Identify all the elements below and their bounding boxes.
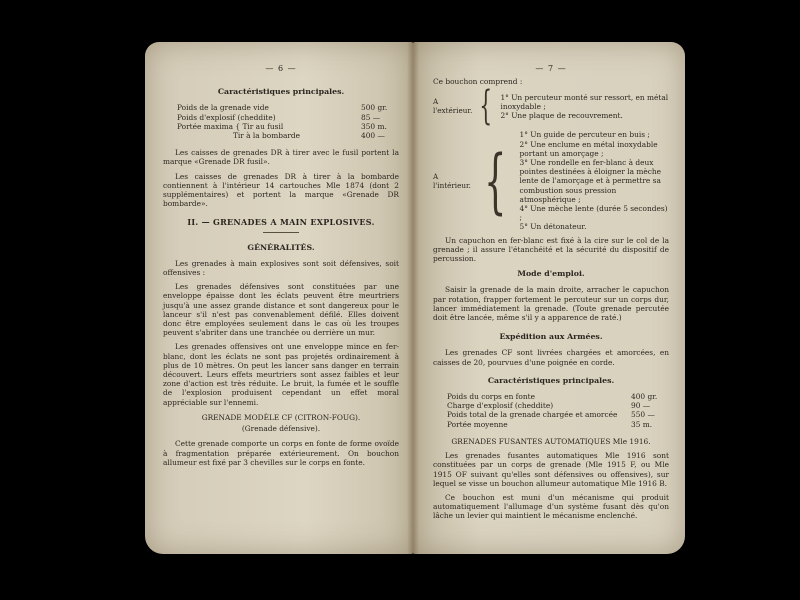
book-gutter bbox=[407, 42, 419, 554]
paragraph: Les grenades défensives sont constituées par une enveloppe épaisse dont les éclats peuvent être meurtriers jusqu'à une assez grande distance et sont dangereux pour le lanceur s'il n'est pas convenablement défilé. Elles doivent donc être employées seulement dans le cas où les troupes peuvent s'abriter dans une tranchée ou derrière un mur. bbox=[163, 282, 399, 338]
paragraph: Ce bouchon est muni d'un mécanisme qui produit automatiquement l'allumage d'un système fusant dès qu'on lâche un levier qui maintient le mécanisme enclenché. bbox=[433, 492, 669, 521]
subsection-title: GÉNÉRALITÉS. bbox=[247, 242, 315, 252]
paragraph: Les grenades fusantes automatiques Mle 1916 sont constituées par un corps de grenade (Mle 1915 F, ou Mle 1915 OF suivant qu'elles sont défensives ou offensives), sur lequel se visse un bouchon allumeur automatique Mle 1916 B. bbox=[433, 451, 669, 488]
booklet bbox=[145, 42, 685, 554]
group-label: A l'intérieur. bbox=[433, 171, 471, 191]
divider bbox=[263, 232, 299, 233]
paragraph: Les grenades CF sont livrées chargées et amorcées, en caisses de 20, pourvues d'une poignée en corde. bbox=[433, 348, 669, 367]
list-item: 1° Un guide de percuteur en buis ; bbox=[519, 130, 650, 140]
list-item: 4° Une mèche lente (durée 5 secondes) ; bbox=[519, 204, 668, 223]
subsection-title: Expédition aux Armées. bbox=[499, 332, 603, 342]
interieur-group bbox=[433, 130, 669, 231]
model-title: GRENADE MODÈLE CF (CITRON-FOUG). bbox=[201, 412, 361, 422]
spec-row: Poids du corps en fonte 400 gr. bbox=[447, 392, 658, 402]
section-title: GRENADES FUSANTES AUTOMATIQUES Mle 1916. bbox=[451, 436, 651, 446]
spec-row: Poids de la grenade vide 500 gr. bbox=[177, 103, 388, 113]
paragraph: Les grenades offensives ont une enveloppe mince en fer-blanc, dont les éclats ne sont pas projetés ordinairement à plus de 10 mètres. On peut les lancer sans danger en terrain découvert. Leurs effets meurtriers sont assez faibles et leur zone d'action est très réduite. Le bruit, la fumée et le souffle de l'explosion produisent cependant un effet moral appréciable sur l'ennemi. bbox=[163, 342, 399, 407]
paragraph: Saisir la grenade de la main droite, arracher le capuchon par rotation, frapper fortement le percuteur sur un corps dur, lancer immédiatement la grenade. (Toute grenade percutée doit être lancée, même s'il y a apparence de raté.) bbox=[433, 285, 669, 323]
group-label: A l'extérieur. bbox=[433, 97, 473, 116]
spec-row: Charge d'explosif (cheddite) 90 — bbox=[447, 401, 651, 411]
subsection-title: Mode d'emploi. bbox=[517, 269, 585, 279]
list-item: 2° Une enclume en métal inoxydable portant un amorçage ; bbox=[519, 139, 658, 158]
list-item: 2° Une plaque de recouvrement. bbox=[500, 111, 623, 120]
spec-row: Tir à la bombarde 400 — bbox=[233, 131, 385, 141]
right-page bbox=[413, 42, 685, 554]
spec-row: Portée moyenne 35 m. bbox=[447, 419, 653, 429]
section-title: II. — GRENADES A MAIN EXPLOSIVES. bbox=[187, 217, 375, 228]
list-item: 1° Un percuteur monté sur ressort, en métal inoxydable ; bbox=[500, 92, 669, 111]
paragraph: Les grenades à main explosives sont soit défensives, soit offensives : bbox=[163, 258, 399, 278]
paragraph: Un capuchon en fer-blanc est fixé à la cire sur le col de la grenade ; il assure l'étanchéité et la sécurité du dispositif de percussion. bbox=[433, 235, 669, 264]
paragraph: Cette grenade comporte un corps en fonte de forme ovoïde à fragmentation préparée extérieurement. On bouchon allumeur est fixé par 3 chevilles sur le corps en fonte. bbox=[163, 439, 399, 467]
paragraph: Les caisses de grenades DR à tirer à la bombarde contiennent à l'intérieur 14 cartouches Mle 1874 (dont 2 supplémentaires) et portent la marque «Grenade DR bombarde». bbox=[163, 171, 399, 209]
section-heading: Caractéristiques principales. bbox=[217, 87, 345, 97]
model-subtitle: (Grenade défensive). bbox=[241, 424, 321, 434]
left-page bbox=[145, 42, 413, 554]
spec-row: Poids d'explosif (cheddite) 85 — bbox=[177, 112, 381, 122]
subsection-title: Caractéristiques principales. bbox=[487, 375, 615, 385]
brace-icon: { bbox=[479, 83, 493, 130]
brace-icon: { bbox=[484, 140, 507, 223]
exterieur-group bbox=[433, 83, 669, 130]
list-item: 3° Une rondelle en fer-blanc à deux pointes destinées à éloigner la mèche lente de l'amorçage et à permettre sa combustion sous pression atmosphérique ; bbox=[519, 158, 662, 204]
spec-row: Poids total de la grenade chargée et amorcée 550 — bbox=[447, 410, 655, 420]
intro-text: Ce bouchon comprend : bbox=[433, 77, 523, 87]
list-item: 5° Un détonateur. bbox=[519, 222, 587, 232]
page-number: — 6 — bbox=[265, 64, 297, 73]
spec-row: Portée maxima { Tir au fusil 350 m. bbox=[177, 121, 387, 131]
page-number: — 7 — bbox=[535, 64, 567, 73]
paragraph: Les caisses de grenades DR à tirer avec le fusil portent la marque «Grenade DR fusil». bbox=[163, 148, 399, 167]
